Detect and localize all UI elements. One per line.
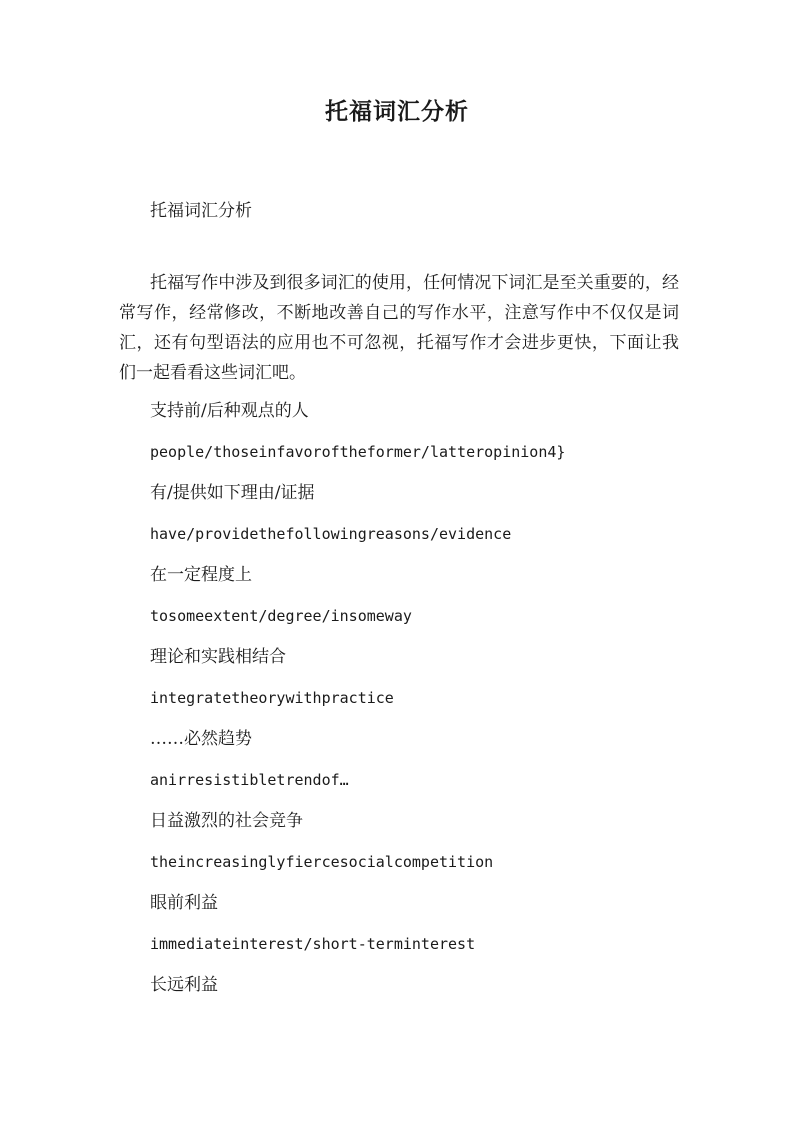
vocab-english: anirresistibletrendof…: [150, 771, 349, 789]
vocabulary-list: [150, 396, 565, 1011]
vocab-chinese: 眼前利益: [150, 893, 218, 913]
vocab-chinese: 长远利益: [150, 975, 218, 995]
vocab-english: people/thoseinfavoroftheformer/latteropinion4}: [150, 443, 566, 461]
vocab-english: tosomeextent/degree/insomeway: [150, 607, 412, 625]
section-heading: 托福词汇分析: [150, 201, 252, 221]
vocab-chinese: ……必然趋势: [150, 729, 252, 749]
vocab-english: have/providethefollowingreasons/evidence: [150, 525, 512, 543]
vocab-chinese: 支持前/后种观点的人: [150, 401, 309, 421]
page-title: 托福词汇分析: [325, 98, 469, 125]
vocab-chinese: 理论和实践相结合: [150, 647, 286, 667]
vocab-english: immediateinterest/short-terminterest: [150, 935, 476, 953]
vocab-english: theincreasinglyfiercesocialcompetition: [150, 853, 494, 871]
vocab-chinese: 在一定程度上: [150, 565, 252, 585]
vocab-chinese: 日益激烈的社会竞争: [150, 811, 303, 831]
vocab-chinese: 有/提供如下理由/证据: [150, 483, 315, 503]
vocab-english: integratetheorywithpractice: [150, 689, 394, 707]
intro-paragraph: 托福写作中涉及到很多词汇的使用，任何情况下词汇是至关重要的，经常写作，经常修改，不断地改善自己的写作水平，注意写作中不仅仅是词汇，还有句型语法的应用也不可忽视，托福写作才会进步更快，下面让我们一起看看这些词汇吧。: [119, 273, 679, 383]
